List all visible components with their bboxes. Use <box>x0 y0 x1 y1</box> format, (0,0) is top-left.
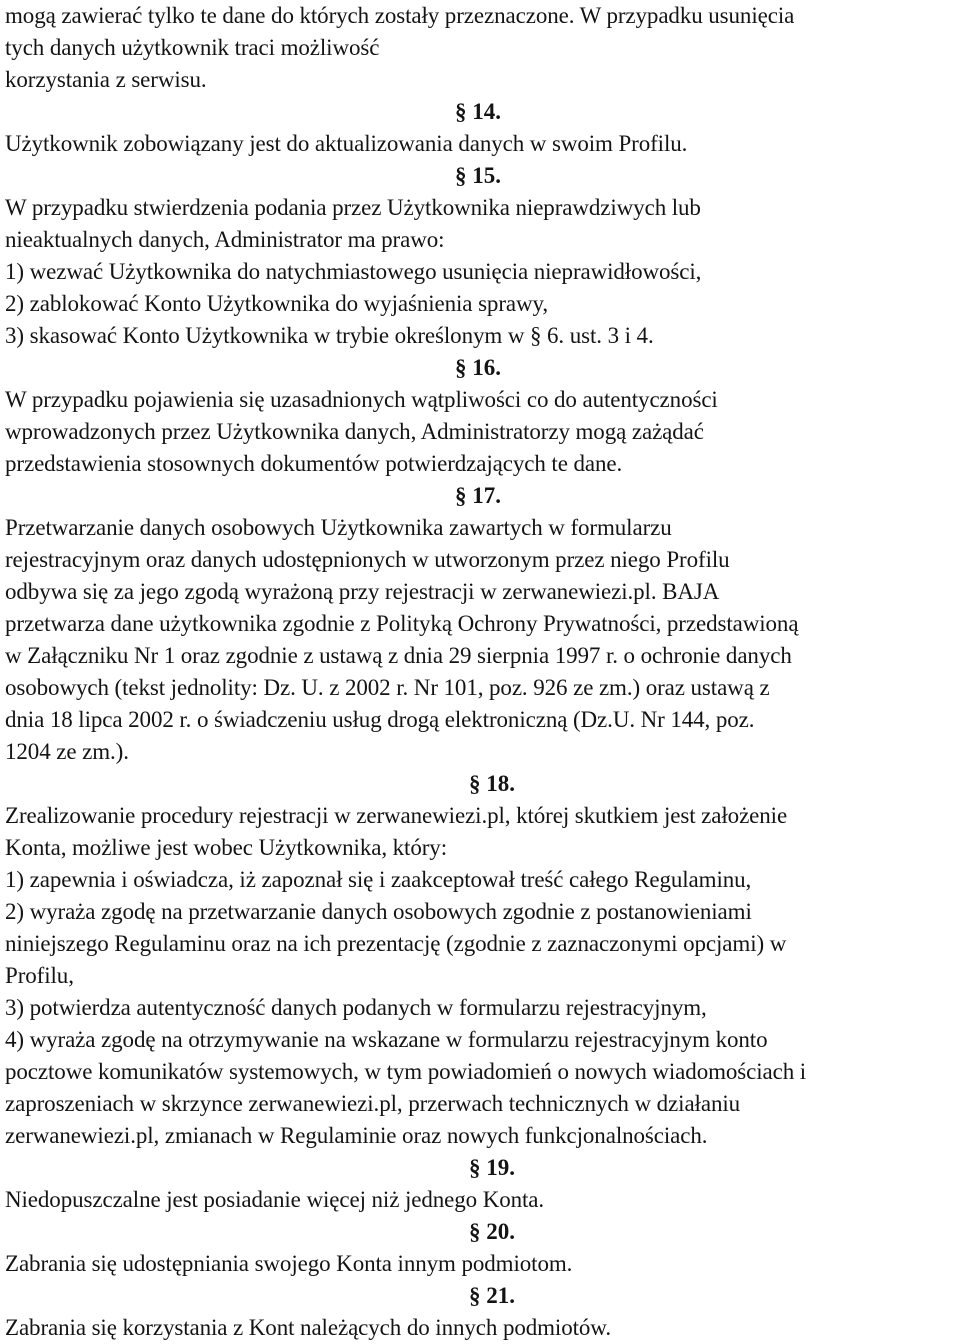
section-heading-14: § 14. <box>455 99 501 124</box>
text-line: przetwarza dane użytkownika zgodnie z Polityką Ochrony Prywatności, przedstawioną <box>5 611 799 636</box>
list-item: 2) wyraża zgodę na przetwarzanie danych osobowych zgodnie z postanowieniami <box>5 899 752 924</box>
text-line: odbywa się za jego zgodą wyrażoną przy rejestracji w zerwanewiezi.pl. BAJA <box>5 579 720 604</box>
section-heading-17: § 17. <box>455 483 501 508</box>
list-item: 3) skasować Konto Użytkownika w trybie określonym w § 6. ust. 3 i 4. <box>5 323 654 348</box>
text-line: wprowadzonych przez Użytkownika danych, Administratorzy mogą zażądać <box>5 419 704 444</box>
text-line: pocztowe komunikatów systemowych, w tym powiadomień o nowych wiadomościach i <box>5 1059 807 1084</box>
text-line: w Załączniku Nr 1 oraz zgodnie z ustawą z dnia 29 sierpnia 1997 r. o ochronie danych <box>5 643 792 668</box>
text-line: Zabrania się korzystania z Kont należących do innych podmiotów. <box>5 1315 611 1340</box>
text-line: Przetwarzanie danych osobowych Użytkownika zawartych w formularzu <box>5 515 672 540</box>
intro-paragraph <box>5 0 960 96</box>
text-line: 1204 ze zm.). <box>5 739 129 764</box>
text-line: osobowych (tekst jednolity: Dz. U. z 2002 r. Nr 101, poz. 926 ze zm.) oraz ustawą z <box>5 675 770 700</box>
list-item: 2) zablokować Konto Użytkownika do wyjaśnienia sprawy, <box>5 291 549 316</box>
text-line: W przypadku pojawienia się uzasadnionych wątpliwości co do autentyczności <box>5 387 718 412</box>
section-body-16 <box>5 384 960 480</box>
text-line: rejestracyjnym oraz danych udostępnionych w utworzonym przez niego Profilu <box>5 547 730 572</box>
text-line: nieaktualnych danych, Administrator ma prawo: <box>5 227 445 252</box>
text-line: Konta, możliwe jest wobec Użytkownika, który: <box>5 835 447 860</box>
list-item: 1) wezwać Użytkownika do natychmiastowego usunięcia nieprawidłowości, <box>5 259 702 284</box>
section-body-21 <box>5 1312 960 1344</box>
section-body-20 <box>5 1248 960 1280</box>
text-line: Zrealizowanie procedury rejestracji w zerwanewiezi.pl, której skutkiem jest założenie <box>5 803 788 828</box>
text-line: Użytkownik zobowiązany jest do aktualizowania danych w swoim Profilu. <box>5 131 688 156</box>
section-body-18 <box>5 800 960 1152</box>
section-body-15 <box>5 192 960 352</box>
text-line: korzystania z serwisu. <box>5 67 207 92</box>
list-item: 1) zapewnia i oświadcza, iż zapoznał się i zaakceptował treść całego Regulaminu, <box>5 867 752 892</box>
text-line: zerwanewiezi.pl, zmianach w Regulaminie oraz nowych funkcjonalnościach. <box>5 1123 708 1148</box>
section-heading-18: § 18. <box>469 771 515 796</box>
text-line: dnia 18 lipca 2002 r. o świadczeniu usług drogą elektroniczną (Dz.U. Nr 144, poz. <box>5 707 755 732</box>
text-line: Niedopuszczalne jest posiadanie więcej niż jednego Konta. <box>5 1187 545 1212</box>
text-line: zaproszeniach w skrzynce zerwanewiezi.pl, przerwach technicznych w działaniu <box>5 1091 741 1116</box>
section-heading-19: § 19. <box>469 1155 515 1180</box>
text-line: W przypadku stwierdzenia podania przez Użytkownika nieprawdziwych lub <box>5 195 701 220</box>
section-heading-16: § 16. <box>455 355 501 380</box>
text-line: Zabrania się udostępniania swojego Konta innym podmiotom. <box>5 1251 573 1276</box>
document-page <box>5 0 960 1344</box>
section-body-19 <box>5 1184 960 1216</box>
list-item: 3) potwierdza autentyczność danych podanych w formularzu rejestracyjnym, <box>5 995 707 1020</box>
section-heading-21: § 21. <box>469 1283 515 1308</box>
section-heading-20: § 20. <box>469 1219 515 1244</box>
section-heading-15: § 15. <box>455 163 501 188</box>
text-line: Profilu, <box>5 963 74 988</box>
text-line: tych danych użytkownik traci możliwość <box>5 35 380 60</box>
list-item: 4) wyraża zgodę na otrzymywanie na wskazane w formularzu rejestracyjnym konto <box>5 1027 768 1052</box>
text-line: niniejszego Regulaminu oraz na ich prezentację (zgodnie z zaznaczonymi opcjami) w <box>5 931 787 956</box>
section-body-14 <box>5 128 960 160</box>
text-line: mogą zawierać tylko te dane do których zostały przeznaczone. W przypadku usunięcia <box>5 3 795 28</box>
section-body-17 <box>5 512 960 768</box>
text-line: przedstawienia stosownych dokumentów potwierdzających te dane. <box>5 451 623 476</box>
